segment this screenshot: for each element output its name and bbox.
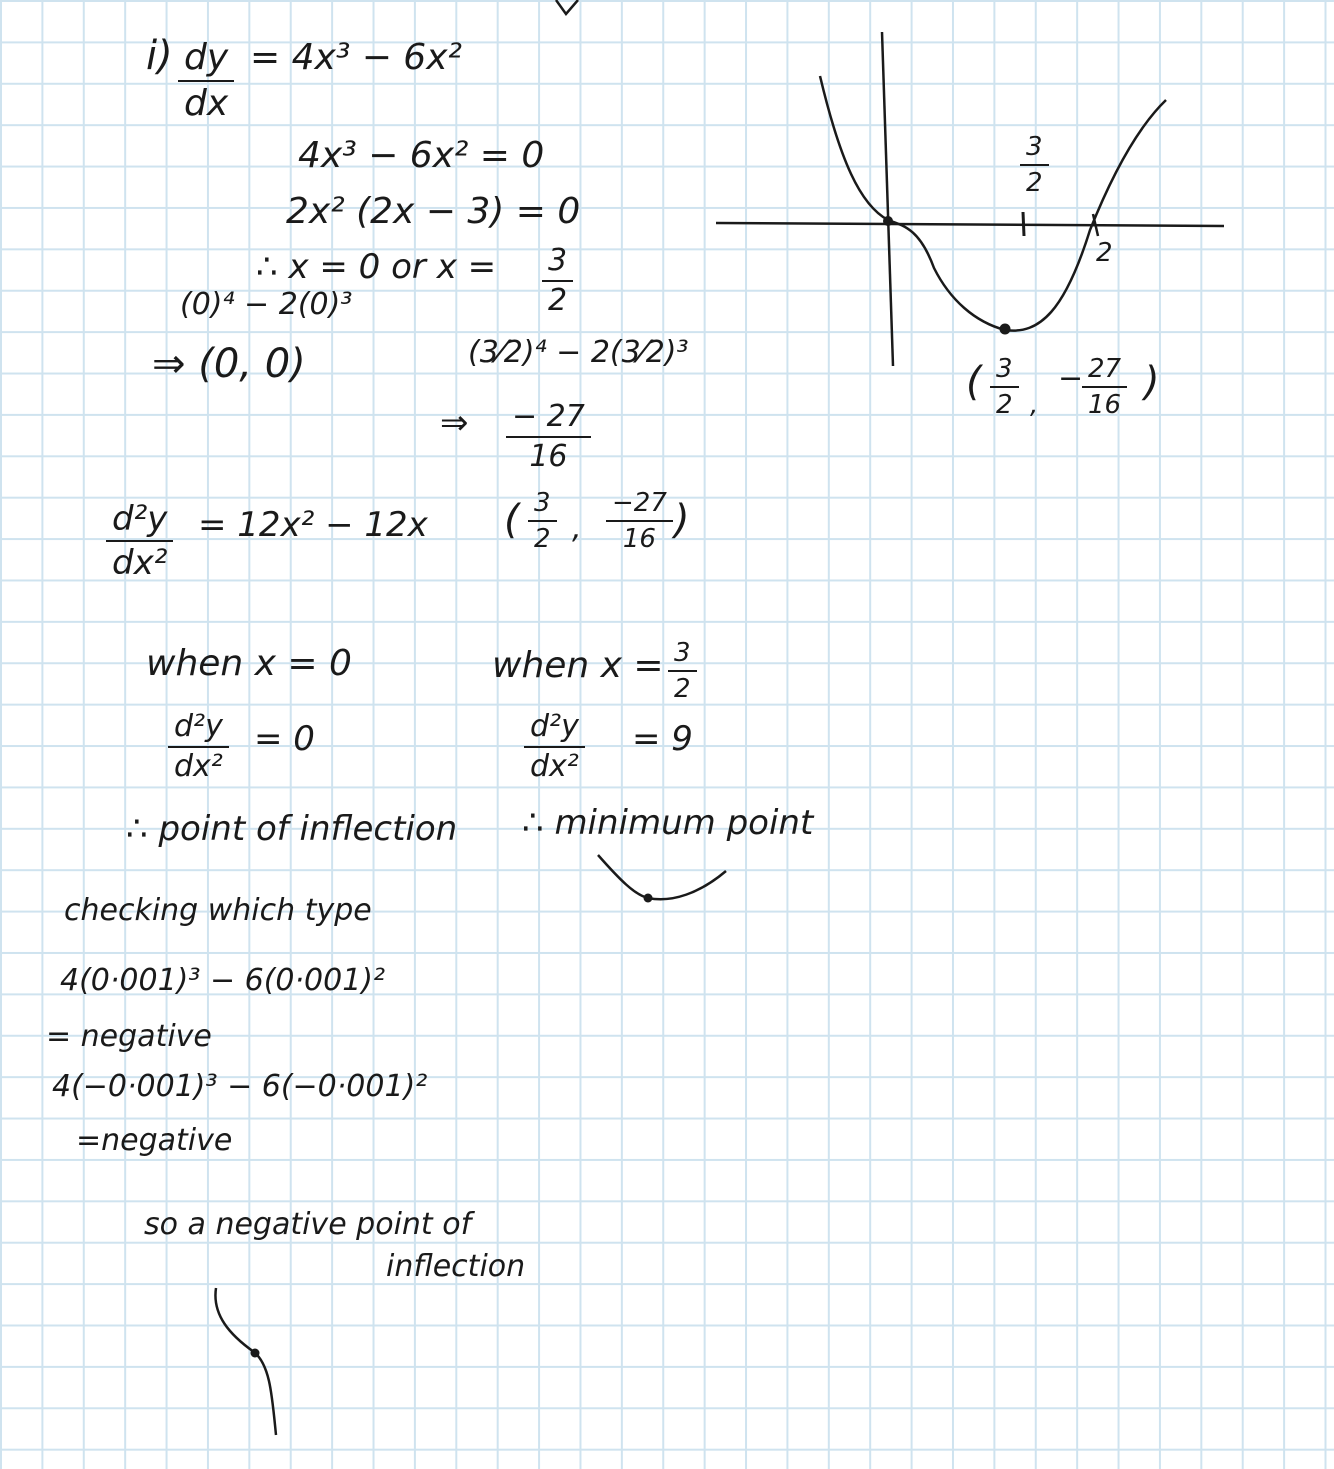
checking-line-1: 4(0·001)³ − 6(0·001)² (60, 963, 386, 998)
derivative-equals-zero: 4x³ − 6x² = 0 (298, 135, 545, 176)
graph-min-close: ) (1144, 359, 1160, 405)
graph-min-open: ( (966, 359, 982, 405)
right-case-x-num: 3 (668, 640, 697, 672)
minimum-sketch (598, 855, 726, 899)
graph-min-y-num: 27 (1082, 356, 1127, 388)
second-derivative-fraction (106, 499, 173, 583)
min-point-close: ) (674, 497, 690, 543)
solutions-prefix: ∴ x = 0 or x = (256, 247, 497, 287)
summary-line-2: inflection (386, 1249, 526, 1284)
min-point-y-num: −27 (606, 490, 673, 522)
dx-denominator: dx (184, 83, 229, 124)
min-point-x-num: 3 (528, 490, 557, 522)
y-value-denominator: 16 (529, 439, 568, 474)
graph-min-comma: , (1030, 390, 1039, 420)
right-case-rhs: = 9 (632, 719, 693, 759)
graph-min-x-num: 3 (990, 356, 1019, 388)
left-case-fraction (168, 709, 229, 784)
graph-min-y (1082, 356, 1127, 418)
graph-root-label: 2 (1096, 238, 1113, 268)
minimum-sketch-point (644, 894, 653, 903)
stationary-point-origin: ⇒ (0, 0) (152, 341, 306, 387)
checking-result-2: =negative (76, 1123, 233, 1158)
right-case-conclusion: ∴ minimum point (522, 803, 814, 843)
right-case-when: when x = (492, 645, 664, 686)
tick-three-halves (1023, 212, 1024, 236)
graph-min-y-den: 16 (1088, 390, 1122, 420)
right-case-den: dx² (530, 749, 579, 784)
substitution-zero: (0)⁴ − 2(0)³ (180, 287, 353, 322)
quartic-curve (820, 76, 1166, 331)
inflection-sketch (215, 1288, 276, 1435)
checking-result-1: = negative (46, 1019, 212, 1054)
right-case-num: d²y (524, 712, 585, 748)
graph-tick-den: 2 (1026, 168, 1043, 198)
graph-tick-label-three-halves (1020, 134, 1049, 196)
solution-numerator: 3 (542, 246, 573, 282)
second-derivative-rhs: = 12x² − 12x (198, 505, 428, 545)
checking-line-2: 4(−0·001)³ − 6(−0·001)² (52, 1069, 428, 1104)
graph-min-x (990, 356, 1019, 418)
min-point-x-den: 2 (534, 524, 551, 554)
origin-point (883, 216, 893, 226)
min-point-x (528, 490, 557, 552)
left-case-num: d²y (168, 712, 229, 748)
second-derivative-den: dx² (112, 543, 168, 583)
checking-heading: checking which type (64, 893, 372, 928)
factored-equation: 2x² (2x − 3) = 0 (286, 191, 581, 232)
graph-minimum-point (1000, 324, 1011, 335)
min-point-comma: , (572, 511, 582, 546)
dy-dx-fraction (178, 37, 234, 124)
left-case-conclusion: ∴ point of inflection (126, 809, 458, 849)
solution-denominator: 2 (548, 283, 568, 318)
y-value-numerator: − 27 (506, 402, 591, 438)
y-value-fraction (506, 399, 591, 474)
solution-fraction (542, 243, 573, 318)
implies-arrow: ⇒ (440, 403, 469, 443)
min-point-y-den: 16 (622, 524, 656, 554)
graph-min-minus: − (1058, 361, 1084, 396)
left-case-rhs: = 0 (254, 719, 315, 759)
second-derivative-num: d²y (106, 502, 173, 542)
right-case-x-den: 2 (674, 674, 691, 704)
graph-y-axis (882, 32, 893, 366)
graph-min-x-den: 2 (996, 390, 1013, 420)
left-case-den: dx² (174, 749, 223, 784)
left-case-when: when x = 0 (146, 643, 352, 684)
inflection-sketch-point (251, 1349, 260, 1358)
summary-line-1: so a negative point of (144, 1207, 472, 1242)
first-derivative-rhs: = 4x³ − 6x² (250, 37, 462, 78)
right-case-fraction (524, 709, 585, 784)
min-point-open: ( (504, 497, 520, 543)
dy-numerator: dy (178, 40, 234, 82)
graph-x-axis (716, 223, 1224, 226)
right-case-x-fraction (668, 640, 697, 702)
part-label: i) (146, 33, 173, 79)
min-point-y (606, 490, 673, 552)
stray-arrow-mark (556, 0, 578, 14)
substitution-three-halves: (3⁄2)⁴ − 2(3⁄2)³ (468, 335, 689, 370)
graph-tick-num: 3 (1020, 134, 1049, 166)
